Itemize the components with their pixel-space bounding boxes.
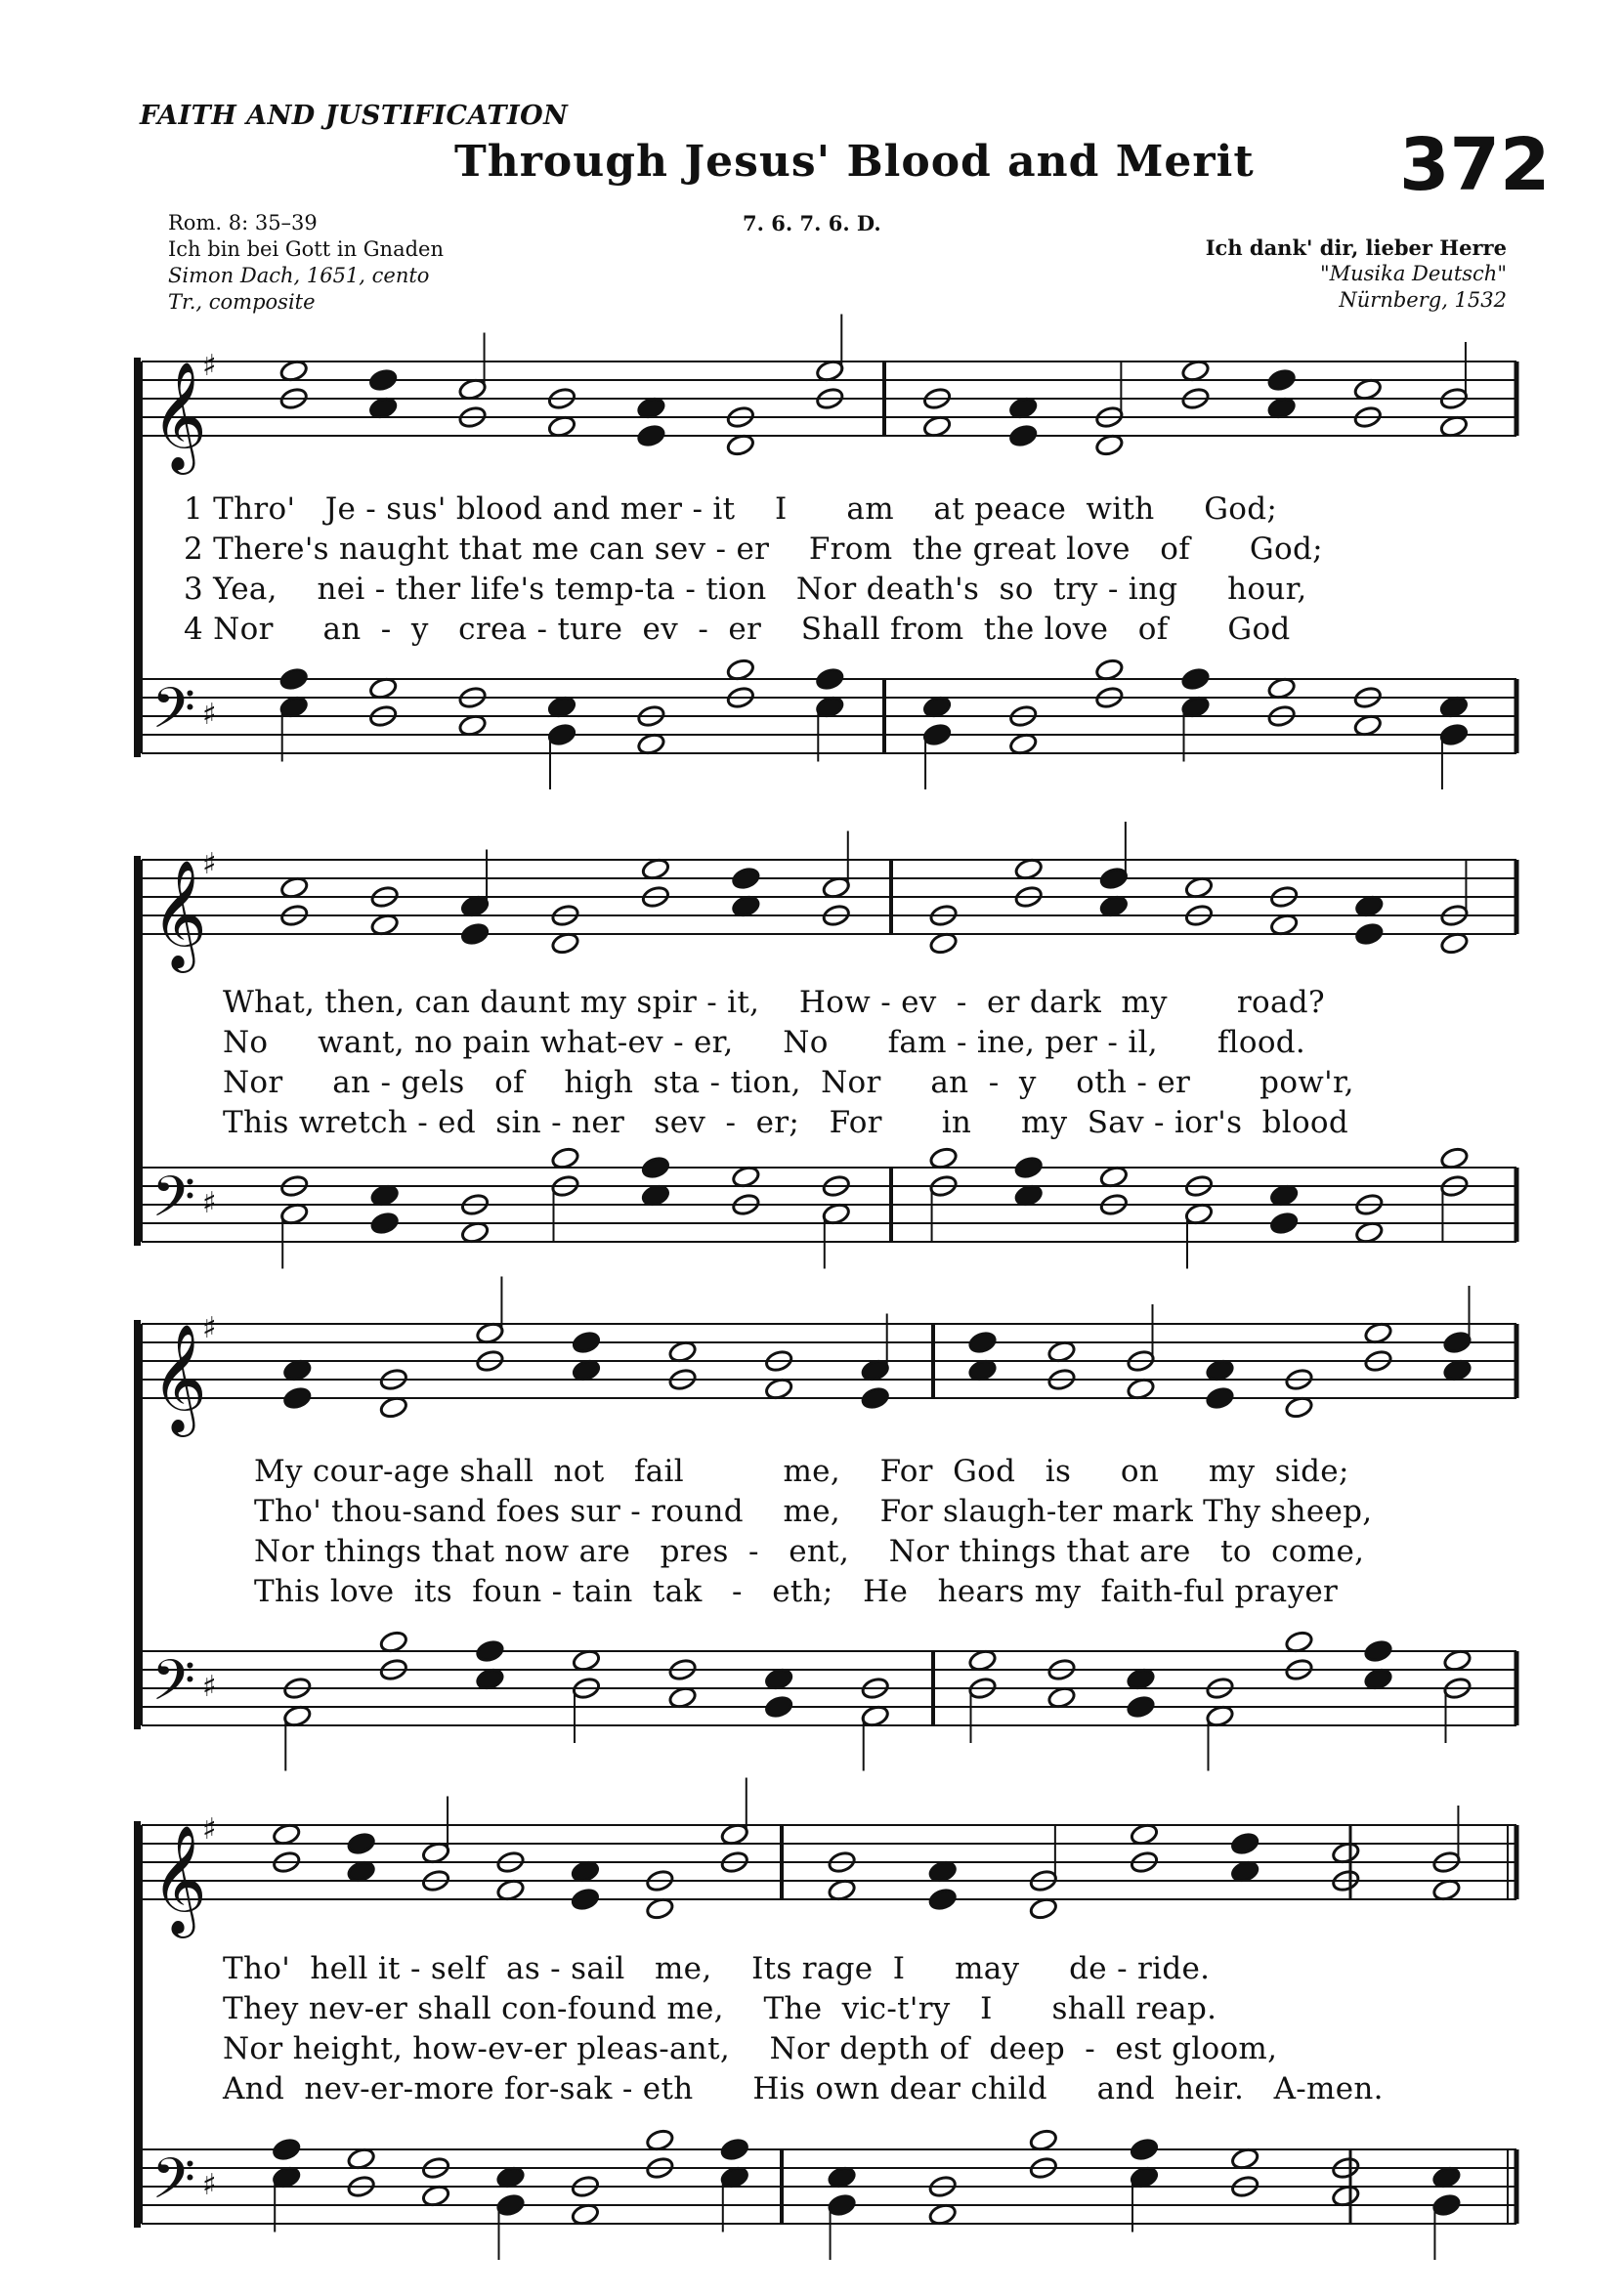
lyric-line: My cour-age shall not fail me, For God is on my side;	[254, 1454, 1349, 1489]
notehead	[1354, 922, 1384, 947]
notehead	[731, 867, 760, 891]
notehead	[967, 1331, 997, 1355]
tune-source: "Musika Deutsch"	[1319, 262, 1507, 285]
notehead	[928, 1888, 958, 1912]
lyric-line: They nev-er shall con-found me, The vic-t'ry I shall reap.	[223, 1991, 1217, 2026]
meter: 7. 6. 7. 6. D.	[743, 211, 881, 235]
lyric-line: 4 Nor an - y crea - ture ev - er Shall from the love of God	[184, 612, 1291, 647]
notehead	[282, 1386, 312, 1411]
notehead	[1099, 867, 1129, 891]
lyric-line: Nor an - gels of high sta - tion, Nor an - y oth - er pow'r,	[223, 1065, 1354, 1100]
bass-clef: 𝄢	[151, 675, 196, 755]
treble-clef: 𝄞	[151, 859, 207, 968]
notehead	[1205, 1386, 1234, 1411]
tune-date: Nürnberg, 1532	[1339, 288, 1507, 312]
notehead	[370, 1212, 400, 1236]
notehead	[279, 667, 309, 692]
notehead	[475, 1639, 504, 1664]
lyric-line: 1 Thro' Je - sus' blood and mer - it I am at peace with God;	[184, 491, 1278, 527]
notehead	[460, 922, 490, 947]
lyric-line: What, then, can daunt my spir - it, How - ev - er dark my road?	[223, 985, 1325, 1020]
key-signature-sharp: ♯	[202, 349, 217, 383]
lyric-line: Nor height, how-ev-er pleas-ant, Nor depth of deep - est gloom,	[223, 2031, 1278, 2066]
bass-clef: 𝄢	[151, 1647, 196, 1727]
text-author: Simon Dach, 1651, cento	[168, 264, 430, 287]
key-signature-sharp: ♯	[202, 1812, 217, 1847]
key-signature-sharp: ♯	[202, 1311, 217, 1345]
notehead	[636, 424, 665, 448]
bass-clef: 𝄢	[151, 1164, 196, 1244]
notehead	[1269, 1212, 1299, 1236]
system-bracket	[134, 358, 141, 757]
lyric-line: This wretch - ed sin - ner sev - er; For in my Sav - ior's blood	[223, 1105, 1349, 1140]
lyric-line: Nor things that now are pres - ent, Nor things that are to come,	[254, 1534, 1365, 1569]
system-bracket	[134, 1320, 141, 1729]
notehead	[861, 1386, 890, 1411]
lyric-line: And nev-er-more for-sak - eth His own dear child and heir. A-men.	[223, 2071, 1384, 2106]
notehead	[720, 2138, 749, 2162]
notehead	[1014, 1156, 1044, 1180]
tune-name: Ich dank' dir, lieber Herre	[1205, 235, 1507, 260]
notehead	[1230, 1832, 1259, 1856]
notehead	[1126, 1695, 1155, 1720]
notehead	[368, 368, 398, 393]
notehead	[572, 1331, 601, 1355]
notehead	[272, 2138, 301, 2162]
scripture-reference: Rom. 8: 35–39	[168, 211, 318, 234]
lyric-line: 3 Yea, nei - ther life's temp-ta - tion Nor death's so try - ing hour,	[184, 572, 1307, 607]
system-bracket	[134, 1821, 141, 2228]
key-signature-sharp: ♯	[202, 2168, 217, 2202]
notehead	[815, 667, 844, 692]
notehead	[1180, 667, 1210, 692]
key-signature-sharp: ♯	[202, 847, 217, 881]
key-signature-sharp: ♯	[202, 698, 217, 732]
lyric-line: Tho' thou-sand foes sur - round me, For slaugh-ter mark Thy sheep,	[254, 1494, 1373, 1529]
translator: Tr., composite	[168, 290, 316, 314]
treble-clef: 𝄞	[151, 361, 207, 470]
notehead	[1442, 1331, 1472, 1355]
notehead	[1130, 2138, 1159, 2162]
key-signature-sharp: ♯	[202, 1186, 217, 1220]
notehead	[641, 1156, 670, 1180]
hymn-number: 372	[1399, 123, 1551, 207]
section-label: FAITH AND JUSTIFICATION	[140, 101, 569, 131]
notehead	[1267, 368, 1297, 393]
key-signature-sharp: ♯	[202, 1670, 217, 1704]
notehead	[764, 1695, 793, 1720]
notehead	[827, 2193, 856, 2218]
lyric-line: Tho' hell it - self as - sail me, Its rage I may de - ride.	[223, 1951, 1211, 1986]
notehead	[1439, 723, 1469, 747]
original-text-title: Ich bin bei Gott in Gnaden	[168, 237, 444, 261]
notehead	[571, 1888, 600, 1912]
notehead	[1008, 424, 1038, 448]
hymn-title: Through Jesus' Blood and Merit	[454, 137, 1255, 187]
notehead	[1431, 2193, 1461, 2218]
lyric-line: This love its foun - tain tak - eth; He hears my faith-ful prayer	[254, 1574, 1339, 1609]
treble-clef: 𝄞	[151, 1824, 207, 1934]
notehead	[547, 723, 576, 747]
treble-clef: 𝄞	[151, 1323, 207, 1432]
bass-clef: 𝄢	[151, 2146, 196, 2226]
notehead	[347, 1832, 376, 1856]
notehead	[922, 723, 952, 747]
notehead	[495, 2193, 525, 2218]
lyric-line: 2 There's naught that me can sev - er From the great love of God;	[184, 531, 1323, 567]
lyric-line: No want, no pain what-ev - er, No fam - ine, per - il, flood.	[223, 1025, 1306, 1060]
notehead	[1363, 1639, 1392, 1664]
system-bracket	[134, 856, 141, 1246]
